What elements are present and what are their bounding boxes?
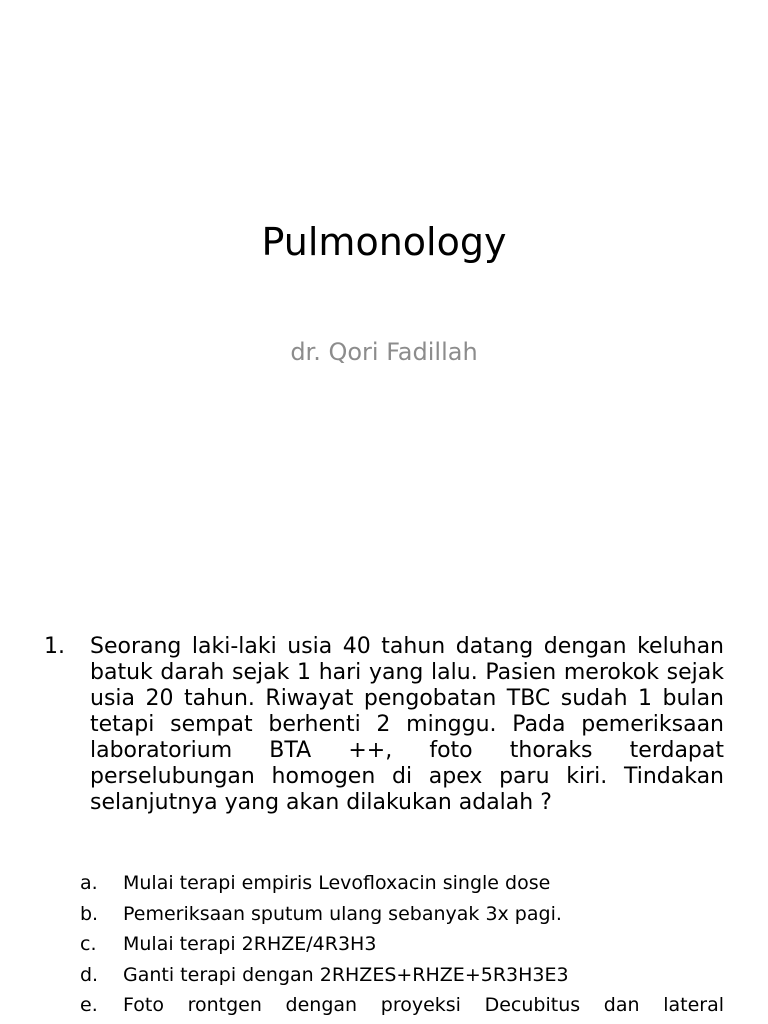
answer-option-b (80, 899, 724, 930)
option-letter: c. (80, 933, 97, 955)
answer-option-d (80, 960, 724, 991)
answer-option-a (80, 868, 724, 899)
question-number: 1. (44, 634, 65, 659)
option-text: Mulai terapi empiris Levofloxacin single dose (123, 872, 551, 894)
question-text: Seorang laki-laki usia 40 tahun datang dengan keluhan batuk darah sejak 1 hari yang lalu. Pasien merokok sejak usia 20 tahun. Riwayat pengobatan TBC sudah 1 bulan tetapi sempat berhenti 2 minggu. Pada pemeriksaan laboratorium BTA ++, foto thoraks terdapat perselubungan homogen di apex paru kiri. Tindakan selanjutnya yang akan dilakukan adalah ? (90, 634, 724, 815)
option-text: Ganti terapi dengan 2RHZES+RHZE+5R3H3E3 (123, 963, 569, 986)
answer-option-e (80, 990, 724, 1021)
option-text: Foto rontgen dengan proyeksi Decubitus dan lateral (123, 994, 724, 1016)
option-letter: e. (80, 994, 98, 1016)
answer-options-list (80, 868, 724, 1021)
option-letter: b. (80, 902, 99, 925)
answer-option-c (80, 929, 724, 960)
option-letter: d. (80, 963, 99, 986)
option-text: Pemeriksaan sputum ulang sebanyak 3x pagi. (123, 902, 562, 925)
slide-subtitle: dr. Qori Fadillah (290, 338, 478, 366)
question-slide (0, 590, 768, 1024)
option-text: Mulai terapi 2RHZE/4R3H3 (123, 933, 377, 955)
option-letter: a. (80, 872, 98, 894)
slide-title: Pulmonology (261, 220, 507, 264)
question-item (44, 634, 724, 816)
